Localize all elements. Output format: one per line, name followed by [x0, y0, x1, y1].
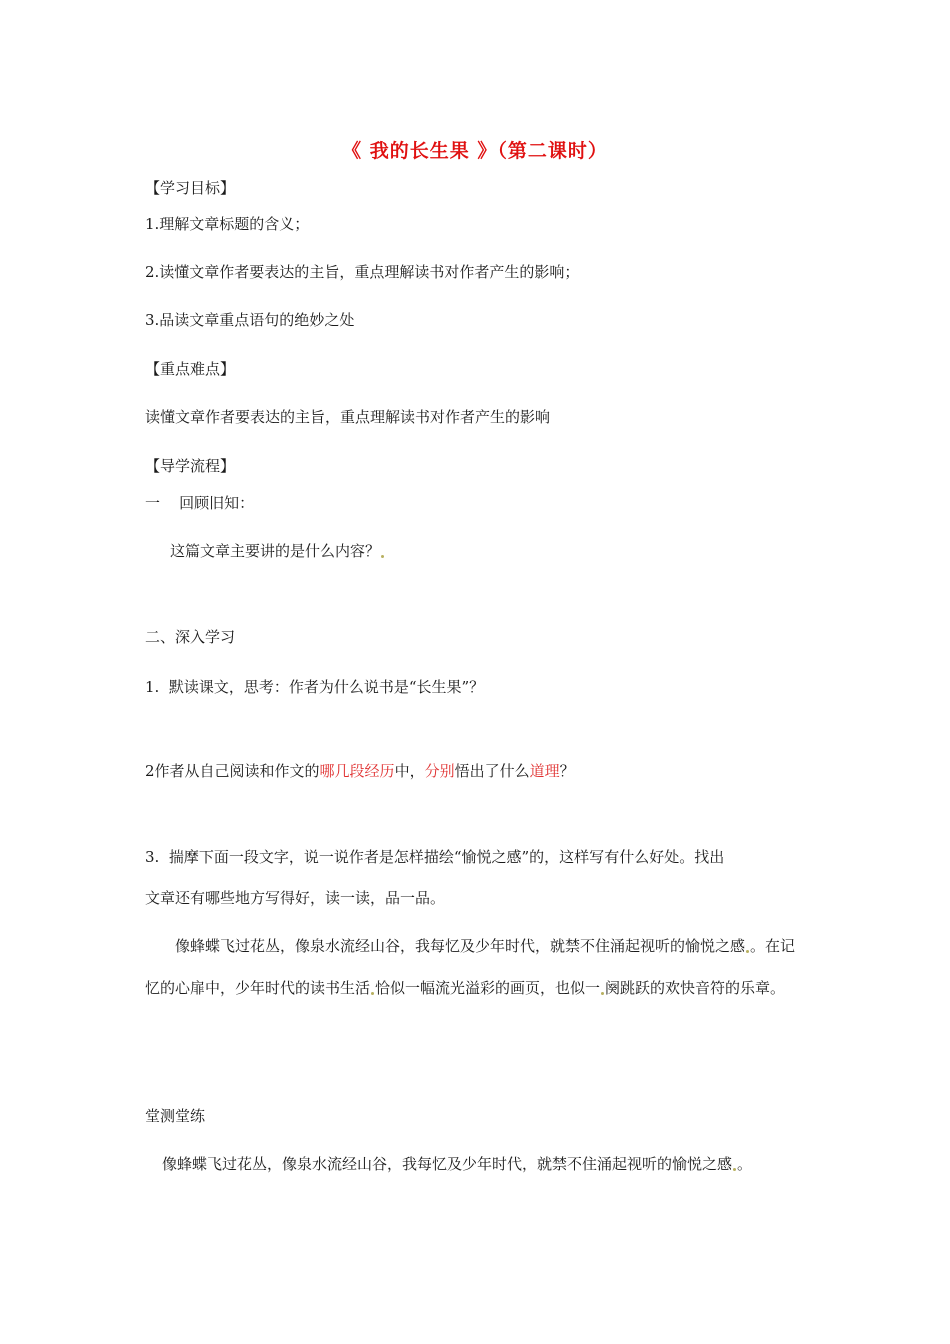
question-2-text-a: 2作者从自己阅读和作文的: [145, 762, 320, 780]
practice-heading: 堂测堂练: [145, 1107, 206, 1125]
page-title: 《 我的长生果 》（第二课时）: [342, 140, 608, 162]
edit-mark-icon: [733, 1168, 736, 1171]
passage-text-d: 阕跳跃的欢快音符的乐章。: [605, 979, 786, 997]
practice-text: 像蜂蝶飞过花丛，像泉水流经山谷，我每忆及少年时代，就禁不住涌起视听的愉悦之感 。: [162, 1155, 753, 1173]
review-question-text: 这篇文章主要讲的是什么内容？: [170, 542, 381, 560]
edit-mark-icon: [601, 992, 604, 995]
edit-mark-icon: [371, 992, 374, 995]
edit-mark-icon: [746, 950, 749, 953]
objectives-heading: 【学习目标】: [145, 179, 236, 197]
objective-item-2: 2.读懂文章作者要表达的主旨，重点理解读书对作者产生的影响；: [145, 263, 580, 281]
question-2-text-c: 悟出了什么: [454, 762, 530, 780]
question-2-text-b: 中，: [394, 762, 425, 780]
practice-text-content: 像蜂蝶飞过花丛，像泉水流经山谷，我每忆及少年时代，就禁不住涌起视听的愉悦之感: [162, 1155, 733, 1173]
question-3-line-1: 3. 揣摩下面一段文字，说一说作者是怎样描绘“愉悦之感”的，这样写有什么好处。找出: [145, 848, 725, 866]
question-2-highlight-b: 分别: [424, 762, 455, 780]
deep-study-heading: 二、深入学习: [145, 628, 236, 646]
question-2-highlight-a: 哪几段经历: [319, 762, 395, 780]
objective-item-3: 3.品读文章重点语句的绝妙之处: [145, 311, 355, 329]
objective-item-1: 1.理解文章标题的含义；: [145, 215, 310, 233]
passage-text-a: 像蜂蝶飞过花丛，像泉水流经山谷，我每忆及少年时代，就禁不住涌起视听的愉悦之感: [175, 937, 746, 955]
process-heading: 【导学流程】: [145, 457, 236, 475]
question-3-line-2: 文章还有哪些地方写得好，读一读，品一品。: [145, 889, 446, 907]
key-points-heading: 【重点难点】: [145, 360, 236, 378]
passage-text-b: 。在记忆的心扉中，少年时代的读书生活: [145, 937, 796, 997]
question-2-text-d: ？: [559, 762, 575, 780]
question-2-highlight-c: 道理: [529, 762, 560, 780]
passage-paragraph: [145, 925, 810, 1009]
question-2: [145, 761, 575, 781]
key-points-text: 读懂文章作者要表达的主旨，重点理解读书对作者产生的影响: [145, 408, 551, 426]
review-heading: 一 回顾旧知：: [145, 494, 255, 512]
question-1: 1. 默读课文，思考：作者为什么说书是“长生果”？: [145, 678, 485, 696]
edit-mark-icon: [381, 555, 384, 558]
review-question: [170, 541, 385, 561]
passage-text-c: 恰似一幅流光溢彩的画页，也似一: [375, 979, 601, 997]
